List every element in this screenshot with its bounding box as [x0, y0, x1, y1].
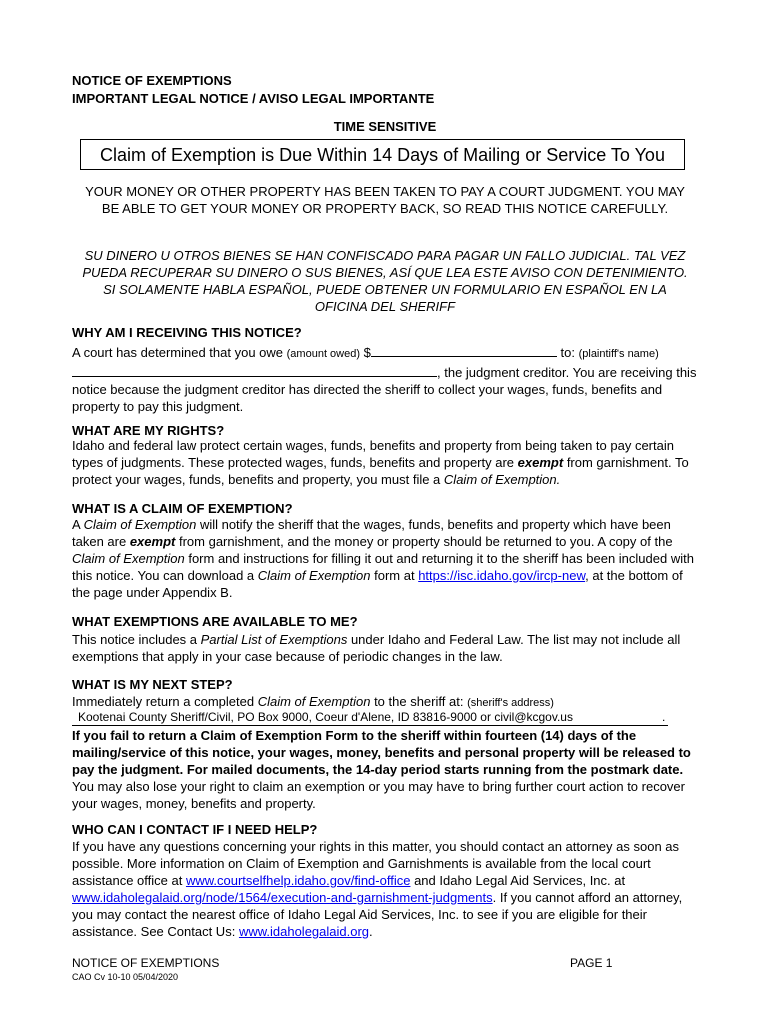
claim-term: Claim of Exemption: [257, 568, 371, 583]
section-heading-exemptions: WHAT EXEMPTIONS ARE AVAILABLE TO ME?: [72, 614, 358, 629]
amount-label: (amount owed): [286, 348, 361, 360]
section-body-why: [72, 343, 702, 415]
partial-list-term: Partial List of Exemptions: [200, 632, 348, 647]
english-notice: YOUR MONEY OR OTHER PROPERTY HAS BEEN TAKEN TO PAY A COURT JUDGMENT. YOU MAY BE ABLE TO GET YOUR MONEY OR PROPERTY BACK, SO READ THIS NOTICE CAREFULLY.: [85, 184, 685, 216]
text: .: [369, 924, 373, 939]
idaholegalaid-garnishment-link[interactable]: www.idaholegalaid.org/node/1564/execution-and-garnishment-judgments: [72, 890, 493, 905]
text: Idaho and federal law protect certain wages, funds, benefits and property from being taken to pay certain types of judgments. These protected wages, funds, benefits and property are: [72, 438, 674, 470]
text: form and instructions for filling it out and returning it to the sheriff has been included with this notice. You can download a: [72, 551, 694, 583]
spanish-notice: SU DINERO U OTROS BIENES SE HAN CONFISCADO PARA PAGAR UN FALLO JUDICIAL. TAL VEZ PUEDA RECUPERAR SU DINERO O SUS BIENES, ASÍ QUE LEA ESTE AVISO CON DETENIMIENTO. SI SOLAMENTE HABLA ESPAÑOL, PUEDE OBTENER UN FORMULARIO EN ESPAÑOL EN LA OFICINA DEL SHERIFF: [82, 248, 688, 314]
exempt-term: exempt: [517, 455, 564, 470]
claim-term: Claim of Exemption: [72, 551, 185, 566]
page-number: PAGE 1: [570, 956, 613, 970]
text: from garnishment, and the money or property should be returned to you. A copy of the: [178, 534, 673, 549]
text: to the sheriff at:: [374, 694, 464, 709]
sheriff-address-field[interactable]: Kootenai County Sheriff/Civil, PO Box 9000, Coeur d'Alene, ID 83816-9000 or civil@kcgov.us: [72, 710, 668, 726]
notice-heading: NOTICE OF EXEMPTIONS: [72, 73, 232, 88]
ircp-link[interactable]: https://isc.idaho.gov/ircp-new: [418, 568, 586, 583]
section-heading-why: WHY AM I RECEIVING THIS NOTICE?: [72, 325, 302, 340]
text: This notice includes a: [72, 632, 198, 647]
section-body-claim: [72, 516, 702, 601]
courtselfhelp-link[interactable]: www.courtselfhelp.idaho.gov/find-office: [185, 873, 411, 888]
section-body-next: [72, 727, 702, 812]
text: form at: [374, 568, 415, 583]
text: will notify the sheriff that the wages, funds, benefits and property which have been taken are: [72, 517, 671, 549]
text: You may also lose your right to claim an exemption or you may have to bring further court action to recover your wages, money, benefits and property.: [72, 779, 685, 811]
address-period: .: [662, 710, 666, 724]
text: A court has determined that you owe: [72, 345, 284, 360]
text: If you have any questions concerning your rights in this matter, you should contact an attorney as soon as possible. More information on Claim of Exemption and Garnishments is available from the local court assistance office at: [72, 839, 680, 888]
dollar-sign: $: [363, 345, 371, 360]
claim-term: Claim of Exemption.: [443, 472, 561, 487]
section-heading-contact: WHO CAN I CONTACT IF I NEED HELP?: [72, 822, 318, 837]
section-body-rights: [72, 437, 702, 488]
text: and Idaho Legal Aid Services, Inc. at: [414, 873, 626, 888]
text: from garnishment. To protect your wages, funds, benefits and property, you must file a: [72, 455, 689, 487]
section-body-contact: [72, 838, 702, 940]
text: A: [72, 517, 80, 532]
amount-owed-field[interactable]: [371, 343, 557, 357]
section-heading-rights: WHAT ARE MY RIGHTS?: [72, 423, 225, 438]
text: this notice because the judgment creditor has directed the sheriff to collect your wages, funds, benefits and property to pay this judgment.: [72, 365, 697, 414]
section-body-exemptions: [72, 631, 702, 665]
exempt-term: exempt: [129, 534, 176, 549]
claim-term: Claim of Exemption: [257, 694, 371, 709]
text: under Idaho and Federal Law. The list may not include all exemptions that apply in your case because of periodic changes in the law.: [72, 632, 681, 664]
time-sensitive-label: TIME SENSITIVE: [333, 119, 437, 134]
plaintiff-name-field[interactable]: [72, 363, 437, 377]
deadline-warning: If you fail to return a Claim of Exemption Form to the sheriff within fourteen (14) days of the mailing/service of this notice, your wages, money, benefits and personal property will be released to pay the judgment. For mailed documents, the 14-day period starts running from the postmark date.: [72, 728, 691, 777]
text: , the judgment creditor. You are receiving: [437, 365, 673, 380]
text: Immediately return a completed: [72, 694, 255, 709]
idaholegalaid-link[interactable]: www.idaholegalaid.org: [238, 924, 370, 939]
text: , at the bottom of the page under Appendix B.: [72, 568, 683, 600]
text: . If you cannot afford an attorney, you may contact the nearest office of Idaho Legal Aid Services, Inc. to see if you are eligible for their assistance. See Contact Us:: [72, 890, 683, 939]
legal-notice-heading: IMPORTANT LEGAL NOTICE / AVISO LEGAL IMPORTANTE: [72, 91, 435, 106]
footer-title: NOTICE OF EXEMPTIONS: [72, 956, 220, 970]
section-heading-claim: WHAT IS A CLAIM OF EXEMPTION?: [72, 501, 293, 516]
address-label: (sheriff's address): [467, 697, 554, 709]
plaintiff-label: (plaintiff's name): [578, 348, 659, 360]
page-title: Claim of Exemption is Due Within 14 Days of Mailing or Service To You: [80, 139, 685, 170]
claim-term: Claim of Exemption: [83, 517, 197, 532]
text: to:: [560, 345, 575, 360]
section-heading-next: WHAT IS MY NEXT STEP?: [72, 677, 233, 692]
footer-form-code: CAO Cv 10-10 05/04/2020: [72, 972, 179, 982]
